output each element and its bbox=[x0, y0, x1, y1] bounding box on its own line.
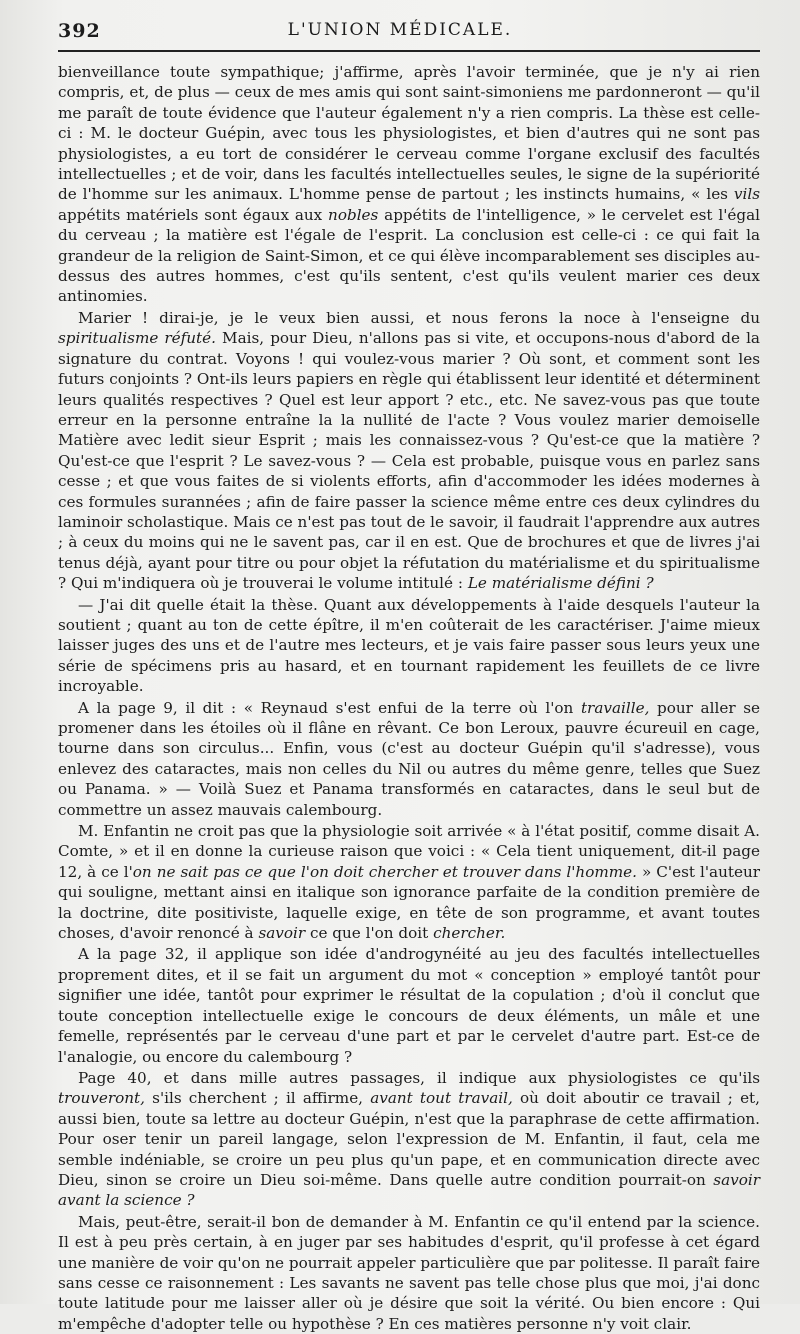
text-run: » C'est l'auteur qui souligne, mettant ainsi en italique son ignorance parfaite de la condition première de la doctrine, dite positiviste, laquelle exige, en tête de son programme, et avant toutes choses, d'avoir renoncé à bbox=[58, 862, 760, 943]
italic-text: nobles bbox=[328, 205, 379, 224]
text-run: où doit aboutir ce travail ; et, aussi bien, toute sa lettre au docteur Guépin, n'est que la paraphrase de cette affirmation. Pour oser tenir un pareil langage, selon l'expression de M. Enfantin, il faut, cela me semble indéniable, se croire un peu plus qu'un pape, et en communication directe avec Dieu, sinon se croire un Dieu soi-même. Dans quelle autre condition pourrait-on bbox=[58, 1089, 760, 1189]
text-run: — J'ai dit quelle était la thèse. Quant aux développements à l'aide desquels l'auteur la soutient ; quant au ton de cette épître, il m'en coûterait de les caractériser. J'aime mieux laisser juges des uns et de l'autre mes lecteurs, et je vais faire passer sous leurs yeux une série de spécimens pris au hasard, et en tournant rapidement les feuillets de ce livre incroyable. bbox=[58, 595, 760, 696]
paragraph bbox=[58, 595, 760, 697]
italic-text: Le matérialisme défini ? bbox=[467, 574, 654, 593]
running-head: L'UNION MÉDICALE. bbox=[287, 20, 513, 40]
paragraph bbox=[58, 944, 760, 1066]
paragraph bbox=[58, 308, 760, 594]
text-run: A la page 9, il dit : « Reynaud s'est enfui de la terre où l'on bbox=[78, 698, 581, 717]
text-run: appétits de l'intelligence, » le cervelet est l'égal du cerveau ; la matière est l'égale de l'esprit. La conclusion est celle-ci : ce qui fait la grandeur de la religion de Saint-Simon, et ce qui élève incomparablement ses disciples au-dessus des autres hommes, c'est qu'ils sentent, c'est qu'ils veulent marier ces deux antinomies. bbox=[58, 205, 760, 306]
italic-text: savoir avant la science ? bbox=[58, 1170, 760, 1210]
italic-text: trouveront, bbox=[58, 1089, 145, 1108]
text-run: ce que l'on doit bbox=[305, 924, 434, 943]
page-number: 392 bbox=[58, 20, 101, 42]
text-run: M. Enfantin ne croit pas que la physiologie soit arrivée « à l'état positif, comme disait A. Comte, » et il en donne la curieuse raison que voici : « Cela tient uniquement, dit-il page 12, à ce l' bbox=[58, 822, 760, 881]
text-run: Marier ! dirai-je, je le veux bien aussi, et nous ferons la noce à l'enseigne du bbox=[78, 308, 760, 327]
text-run: Mais, peut-être, serait-il bon de demander à M. Enfantin ce qu'il entend par la science. Il est à peu près certain, à en juger par ses habitudes d'esprit, qu'il professe à cet égard une manière de voir qu'on ne pourrait appeler particulière que par politesse. Il paraît faire sans cesse ce raisonnement : Les savants ne savent pas telle chose plus que moi, j'ai donc toute latitude pour me laisser aller où je désire que soit la vérité. Ou bien encore : Qui m'empêche d'adopter telle ou hypothèse ? En ces matières personne n'y voit clair. bbox=[58, 1212, 760, 1333]
paragraph bbox=[58, 62, 760, 307]
paragraph bbox=[58, 1068, 760, 1211]
article-body bbox=[58, 62, 760, 1334]
text-run: s'ils cherchent ; il affirme, bbox=[144, 1089, 371, 1108]
italic-text: savoir bbox=[258, 924, 306, 943]
italic-text: chercher. bbox=[433, 924, 506, 943]
text-run: pour aller se promener dans les étoiles où il flâne en rêvant. Ce bon Leroux, pauvre écureuil en cage, tourne dans son circulus... Enfin, vous (c'est au docteur Guépin qu'il s'adresse), vous enlevez des cataractes, mais non celles du Nil ou autres du même genre, telles que Suez ou Panama. » — Voilà Suez et Panama transformés en cataractes, dans le seul but de commettre un assez mauvais calembourg. bbox=[58, 698, 760, 819]
text-run: appétits matériels sont égaux aux bbox=[58, 205, 329, 224]
text-run: bienveillance toute sympathique; j'affirme, après l'avoir terminée, que je n'y ai rien compris, et, de plus — ceux de mes amis qui sont saint-simoniens me pardonneront — qu'il me paraît de toute évidence que l'auteur également n'y a rien compris. La thèse est celle-ci : M. le docteur Guépin, avec tous les physiologistes, et bien d'autres qui ne sont pas physiologistes, a eu tort de considérer le cerveau comme l'organe exclusif des facultés intellectuelles ; et de voir, dans les facultés intellectuelles seules, le signe de la supériorité de l'homme sur les animaux. L'homme pense de partout ; les instincts humains, « les bbox=[58, 63, 760, 204]
paragraph bbox=[58, 698, 760, 820]
italic-text: on ne sait pas ce que l'on doit chercher et trouver dans l'homme. bbox=[132, 862, 637, 881]
text-run: A la page 32, il applique son idée d'androgynéité au jeu des facultés intellectuelles proprement dites, et il se fait un argument du mot « conception » employé tantôt pour signifier une idée, tantôt pour exprimer le résultat de la copulation ; d'où il conclut que toute conception intellectuelle exige le concours de deux éléments, un mâle et une femelle, représentés par le cerveau d'une part et par le cervelet d'autre part. Est-ce de l'analogie, ou encore du calembourg ? bbox=[58, 945, 760, 1066]
italic-text: travaille, bbox=[580, 698, 650, 717]
italic-text: avant tout travail, bbox=[370, 1089, 513, 1108]
paragraph bbox=[58, 1212, 760, 1334]
italic-text: vils bbox=[733, 185, 760, 204]
italic-text: spiritualisme réfuté. bbox=[58, 329, 216, 348]
text-run: Mais, pour Dieu, n'allons pas si vite, et occupons-nous d'abord de la signature du contrat. Voyons ! qui voulez-vous marier ? Où sont, et comment sont les futurs conjoints ? Ont-ils leurs papiers en règle qui établissent leur identité et déterminent leurs qualités respectives ? Quel est leur apport ? etc., etc. Ne savez-vous pas que toute erreur en la personne entraîne la la nullité de l'acte ? Vous voulez marier demoiselle Matière avec ledit sieur Esprit ; mais les connaissez-vous ? Qu'est-ce que la matière ? Qu'est-ce que l'esprit ? Le savez-vous ? — Cela est probable, puisque vous en parlez sans cesse ; et que vous faites de si violents efforts, afin d'accommoder les idées modernes à ces formules surannées ; afin de faire passer la science même entre ces deux cylindres du laminoir scholastique. Mais ce n'est pas tout de le savoir, il faudrait l'apprendre aux autres ; à ceux du moins qui ne le savent pas, car il en est. Que de brochures et que de livres j'ai tenus déjà, ayant pour titre ou pour objet la réfutation du matérialisme et du spiritualisme ? Qui m'indiquera où je trouverai le volume intitulé : bbox=[58, 329, 760, 593]
paragraph bbox=[58, 821, 760, 943]
text-run: Page 40, et dans mille autres passages, il indique aux physiologistes ce qu'ils bbox=[78, 1068, 760, 1087]
